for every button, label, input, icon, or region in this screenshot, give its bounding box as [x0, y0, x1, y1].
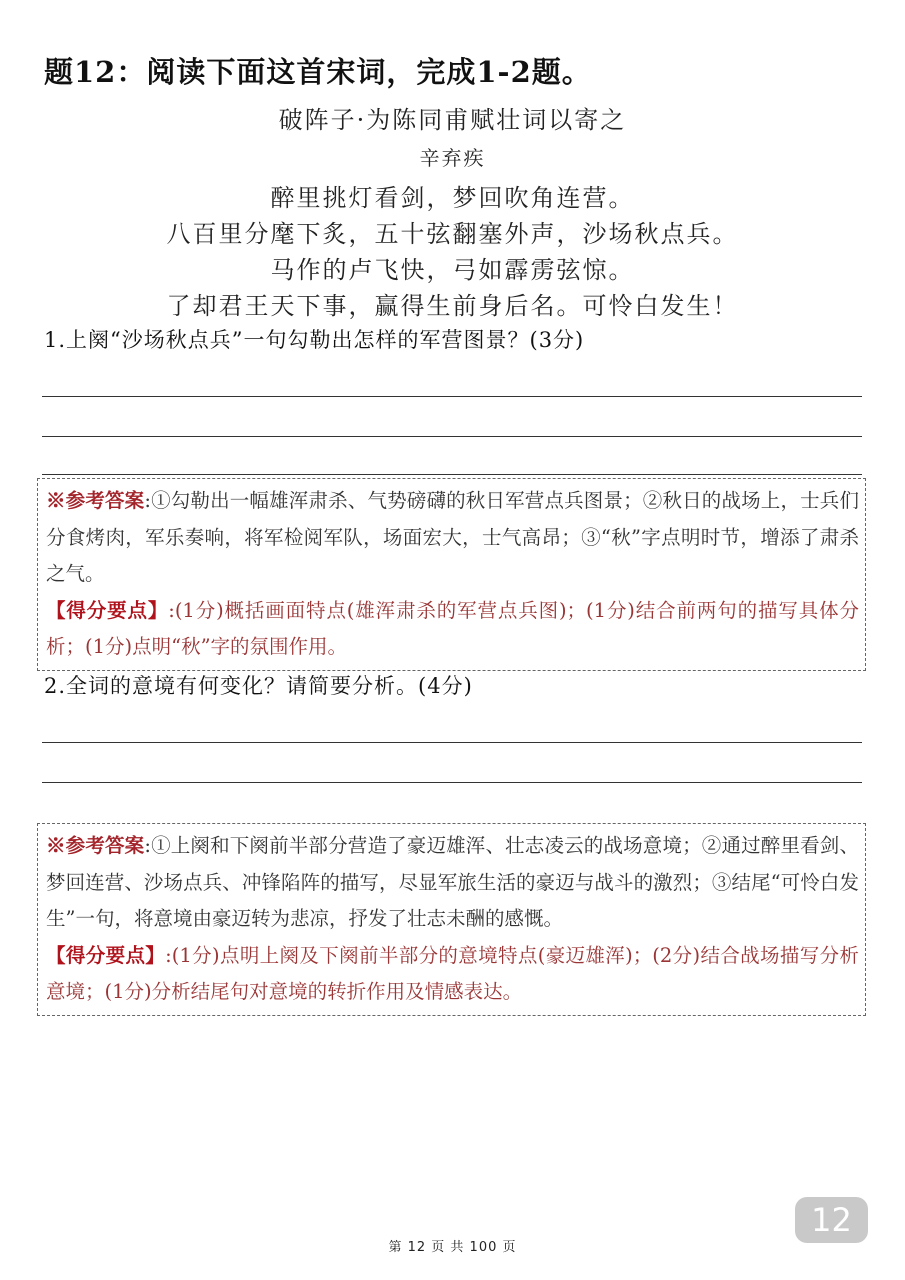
poem-line-4: 了却君王天下事，赢得生前身后名。可怜白发生！ — [166, 292, 739, 320]
scoring-points — [46, 593, 859, 666]
answer-line — [42, 474, 862, 475]
colon: : — [144, 834, 151, 857]
reference-answer-text: ①勾勒出一幅雄浑肃杀、气势磅礴的秋日军营点兵图景；②秋日的战场上，士兵们分食烤肉，军乐奏响，将军检阅军队，场面宏大，士气高昂；③“秋”字点明时节，增添了肃杀之气。 — [46, 489, 859, 585]
scoring-points-text: (1分)概括画面特点(雄浑肃杀的军营点兵图)；(1分)结合前两句的描写具体分析；(1分)点明“秋”字的氛围作用。 — [46, 598, 859, 658]
question-1-answer-box — [37, 478, 866, 671]
scoring-points-text: (1分)点明上阕及下阕前半部分的意境特点(豪迈雄浑)；(2分)结合战场描写分析意境；(1分)分析结尾句对意境的转折作用及情感表达。 — [46, 943, 859, 1003]
page-number-badge: 12 — [795, 1197, 868, 1243]
scoring-points-label: 【得分要点】 — [46, 943, 166, 967]
reference-answer-label: ※参考答案 — [46, 489, 145, 512]
scoring-points — [46, 938, 859, 1011]
answer-line — [42, 742, 862, 743]
reference-answer — [46, 483, 859, 593]
reference-answer-label: ※参考答案 — [46, 834, 145, 857]
scoring-points-label: 【得分要点】 — [46, 598, 169, 622]
poem-line-1: 醉里挑灯看剑，梦回吹角连营。 — [270, 184, 635, 212]
poem-author: 辛弃疾 — [419, 146, 486, 170]
colon: : — [165, 943, 172, 967]
question-1-prompt: 1.上阕“沙场秋点兵”一句勾勒出怎样的军营图景？(3分) — [44, 328, 585, 352]
answer-line — [42, 396, 862, 397]
reference-answer — [46, 828, 859, 938]
answer-line — [42, 782, 862, 783]
question-2-answer-box — [37, 823, 866, 1016]
poem-line-2: 八百里分麾下炙，五十弦翻塞外声，沙场秋点兵。 — [166, 220, 739, 248]
page-footer: 第 12 页 共 100 页 — [388, 1240, 517, 1255]
colon: : — [144, 489, 151, 512]
colon: : — [168, 598, 175, 622]
question-2-prompt: 2.全词的意境有何变化？请简要分析。(4分) — [44, 674, 473, 698]
poem-title: 破阵子·为陈同甫赋壮词以寄之 — [278, 106, 627, 134]
exercise-heading: 题12：阅读下面这首宋词，完成1-2题。 — [44, 55, 592, 89]
poem-line-3: 马作的卢飞快，弓如霹雳弦惊。 — [270, 256, 635, 284]
answer-line — [42, 436, 862, 437]
reference-answer-text: ①上阕和下阕前半部分营造了豪迈雄浑、壮志凌云的战场意境；②通过醉里看剑、梦回连营、沙场点兵、冲锋陷阵的描写，尽显军旅生活的豪迈与战斗的激烈；③结尾“可怜白发生”一句，将意境由豪迈转为悲凉，抒发了壮志未酬的感慨。 — [46, 834, 859, 930]
